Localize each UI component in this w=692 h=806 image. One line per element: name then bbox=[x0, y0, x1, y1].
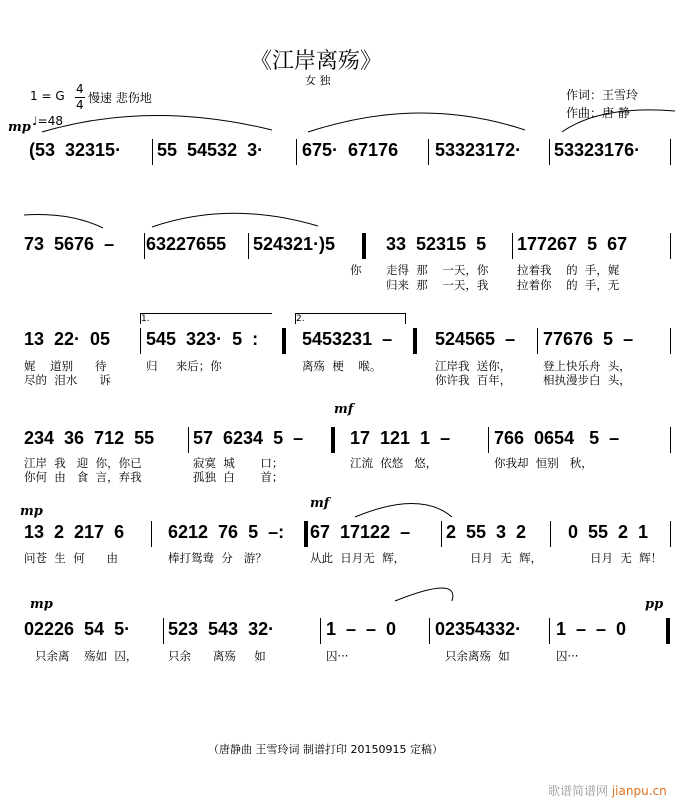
measure: 57 6234 5 – bbox=[193, 428, 304, 448]
measure: 675· 67176 bbox=[302, 140, 399, 160]
footer-note: （唐静曲 王雪玲词 制谱打印 20150915 定稿） bbox=[208, 743, 443, 756]
measure: 5453231 – bbox=[302, 329, 393, 349]
measure: 13 2 217 6 bbox=[24, 522, 125, 542]
key-signature: 1 = G bbox=[30, 89, 65, 103]
measure: 73 5676 – bbox=[24, 234, 115, 254]
watermark-site: 歌谱简谱网 bbox=[548, 784, 609, 798]
lyric: 离殇 梗 喉。 bbox=[302, 359, 382, 373]
time-signature-bottom: 4 bbox=[76, 98, 84, 112]
measure: 63227655 bbox=[146, 234, 227, 254]
lyric: 江流 依悠 悠， bbox=[350, 456, 438, 470]
lyric: 娓 道别 待 bbox=[24, 359, 107, 373]
measure: 524565 – bbox=[435, 329, 516, 349]
lyric: 江岸我 送你， bbox=[435, 359, 512, 373]
measure: 33 52315 5 bbox=[386, 234, 487, 254]
measure: 67 17122 – bbox=[310, 522, 411, 542]
measure: 766 0654 5 – bbox=[494, 428, 620, 448]
measure: 53323172· bbox=[435, 140, 522, 160]
measure: 13 22· 05 bbox=[24, 329, 111, 349]
song-title: 《江岸离殇》 bbox=[250, 49, 383, 74]
measure: (53 32315· bbox=[29, 140, 122, 160]
dynamic-mark: mf bbox=[334, 402, 354, 417]
volta-2 bbox=[295, 313, 406, 324]
tempo-text: 慢速 悲伤地 bbox=[88, 91, 152, 105]
volta-1 bbox=[140, 313, 272, 324]
lyric: 你我却 恒别 秋， bbox=[494, 456, 593, 470]
lyric: 囚··· bbox=[556, 649, 579, 663]
lyric: 孤独 白 首； bbox=[193, 470, 284, 484]
measure: 524321·)5 bbox=[253, 234, 336, 254]
volta-2-label: 2. bbox=[296, 314, 305, 324]
lyric: 只余离 殇如 囚， bbox=[35, 649, 138, 663]
measure: 177267 5 67 bbox=[517, 234, 628, 254]
lyric: 江岸 我 迎 你，你已 bbox=[24, 456, 142, 470]
lyric: 从此 日月无 辉， bbox=[310, 551, 406, 565]
lyricist-credit: 作词：王雪玲 bbox=[566, 88, 639, 102]
lyric: 登上快乐舟 头， bbox=[543, 359, 631, 373]
lyric: 你许我 百年， bbox=[435, 373, 512, 387]
measure: 1 – – 0 bbox=[326, 619, 397, 639]
dynamic-mark: mp bbox=[20, 504, 43, 519]
dynamic-mark: pp bbox=[645, 597, 664, 612]
lyric: 只余离殇 如 bbox=[445, 649, 510, 663]
measure: 1 – – 0 bbox=[556, 619, 627, 639]
lyric: 你何 由 食 言，弃我 bbox=[24, 470, 142, 484]
lyric: 棒打鸳鸯 分 游？ bbox=[168, 551, 267, 565]
lyric: 尽的 泪水 诉 bbox=[24, 373, 111, 387]
measure: 53323176· bbox=[554, 140, 641, 160]
performance-type: 女 独 bbox=[305, 74, 331, 87]
lyric: 寂寞 城 口； bbox=[193, 456, 284, 470]
measure: 55 54532 3· bbox=[157, 140, 264, 160]
measure: 2 55 3 2 bbox=[446, 522, 527, 542]
lyric: 归来 那 一天，我 bbox=[386, 278, 489, 292]
composer-credit: 作曲：唐 静 bbox=[566, 106, 630, 120]
lyric: 你 bbox=[350, 263, 362, 277]
lyric: 囚··· bbox=[326, 649, 349, 663]
measure: 02354332· bbox=[435, 619, 522, 639]
dynamic-mark: mp bbox=[30, 597, 53, 612]
lyric: 相执漫步白 头， bbox=[543, 373, 631, 387]
watermark bbox=[548, 782, 667, 799]
measure: 6212 76 5 –: bbox=[168, 522, 285, 542]
metronome-mark: ♩=48 bbox=[32, 114, 63, 128]
lyric: 拉着我 的 手，娓 bbox=[517, 263, 620, 277]
lyric: 日月 无 辉， bbox=[470, 551, 543, 565]
measure: 77676 5 – bbox=[543, 329, 634, 349]
lyric: 拉着你 的 手，无 bbox=[517, 278, 620, 292]
lyric: 归 来后；你 bbox=[146, 359, 222, 373]
measure: 545 323· 5 : bbox=[146, 329, 259, 349]
lyric: 日月 无 辉！ bbox=[590, 551, 663, 565]
measure: 17 121 1 – bbox=[350, 428, 451, 448]
measure: 234 36 712 55 bbox=[24, 428, 155, 448]
measure: 0 55 2 1 bbox=[568, 522, 649, 542]
volta-1-label: 1. bbox=[141, 314, 150, 324]
measure: 523 543 32· bbox=[168, 619, 275, 639]
lyric: 走得 那 一天，你 bbox=[386, 263, 489, 277]
measure: 02226 54 5· bbox=[24, 619, 131, 639]
watermark-domain: jianpu.cn bbox=[611, 784, 667, 798]
lyric: 只余 离殇 如 bbox=[168, 649, 266, 663]
time-signature-top: 4 bbox=[76, 82, 84, 96]
dynamic-mark: mp bbox=[8, 120, 31, 135]
dynamic-mark: mf bbox=[310, 496, 330, 511]
lyric: 问苍 生 何 由 bbox=[24, 551, 119, 565]
